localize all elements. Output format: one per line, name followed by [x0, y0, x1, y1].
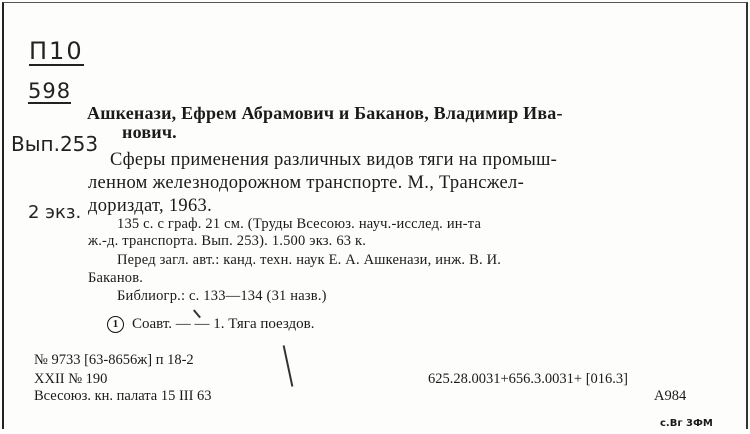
author-sign: А984 [654, 388, 687, 404]
author-note-line1: Перед загл. авт.: канд. техн. наук Е. А. Ашкенази, инж. В. И. [117, 252, 502, 268]
subject-tracing [107, 316, 315, 333]
bibliography-note: Библиогр.: с. 133—134 (31 назв.) [117, 288, 327, 304]
author-heading-line1: Ашкенази, Ефрем Абрамович и Баканов, Владимир Ива- [87, 103, 563, 123]
circled-number-marker: 1 [107, 316, 124, 333]
pencil-mark-vertical [283, 345, 293, 386]
footer-chamber-date: Всесоюз. кн. палата 15 III 63 [34, 388, 212, 404]
title-line2: ленном железнодорожном транспорте. М., Трансжел- [88, 173, 525, 193]
footer-series-number: XXII № 190 [34, 371, 108, 387]
title-line1: Сферы применения различных видов тяги на промыш- [110, 150, 558, 170]
author-heading-line2: нович. [122, 122, 177, 142]
handwritten-issue-note: Вып.253 [11, 132, 99, 156]
author-note-line2: Баканов. [88, 270, 144, 286]
library-stamp: с.Вг 3ФМ [660, 418, 713, 429]
title-line3: дориздат, 1963. [88, 196, 213, 216]
handwritten-copies-note: 2 экз. [28, 202, 82, 223]
call-number-line2: 598 [28, 79, 72, 103]
collation-line1: 135 с. с граф. 21 см. (Труды Всесоюз. науч.-исслед. ин-та [117, 216, 482, 232]
footer-record-number: № 9733 [63-8656ж] п 18-2 [34, 352, 194, 368]
call-number-line1: П10 [29, 37, 84, 65]
collation-line2: ж.-д. транспорта. Вып. 253). 1.500 экз. 63 к. [88, 233, 367, 249]
subject-tracing-text: Соавт. — — 1. Тяга поездов. [132, 316, 315, 332]
udc-classification: 625.28.0031+656.3.0031+ [016.3] [428, 371, 629, 387]
